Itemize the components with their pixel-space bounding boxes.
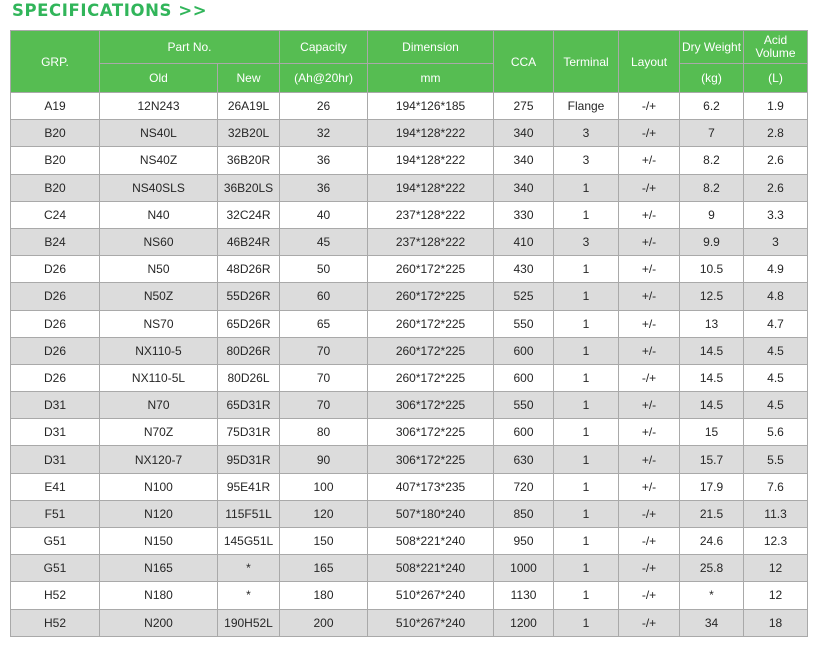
cell-dimension: 510*267*240 [368, 582, 494, 609]
cell-dimension: 260*172*225 [368, 256, 494, 283]
table-row [11, 228, 808, 255]
cell-layout: +/- [619, 473, 680, 500]
cell-capacity: 150 [280, 528, 368, 555]
cell-layout: +/- [619, 392, 680, 419]
table-row [11, 147, 808, 174]
cell-capacity: 26 [280, 93, 368, 120]
cell-capacity: 180 [280, 582, 368, 609]
cell-new-part-no: 80D26L [218, 364, 280, 391]
cell-old-part-no: N150 [100, 528, 218, 555]
specifications-table [10, 30, 808, 637]
cell-cca: 600 [494, 337, 554, 364]
table-header [11, 31, 808, 93]
cell-acid-volume: 4.5 [744, 364, 808, 391]
cell-acid-volume: 4.5 [744, 337, 808, 364]
cell-acid-volume: 4.5 [744, 392, 808, 419]
header-grp: GRP. [11, 31, 100, 93]
cell-grp: B24 [11, 228, 100, 255]
cell-cca: 550 [494, 392, 554, 419]
cell-terminal: 1 [554, 174, 619, 201]
table-row [11, 582, 808, 609]
table-row [11, 555, 808, 582]
cell-capacity: 70 [280, 392, 368, 419]
cell-layout: +/- [619, 446, 680, 473]
cell-cca: 340 [494, 120, 554, 147]
cell-new-part-no: 65D26R [218, 310, 280, 337]
cell-dry-weight: 15 [680, 419, 744, 446]
cell-acid-volume: 5.5 [744, 446, 808, 473]
cell-new-part-no: 80D26R [218, 337, 280, 364]
cell-dimension: 194*126*185 [368, 93, 494, 120]
cell-dimension: 237*128*222 [368, 201, 494, 228]
cell-new-part-no: 36B20LS [218, 174, 280, 201]
cell-terminal: 1 [554, 528, 619, 555]
page-title: SPECIFICATIONS >> [12, 1, 208, 20]
cell-layout: +/- [619, 337, 680, 364]
cell-dimension: 237*128*222 [368, 228, 494, 255]
cell-layout: +/- [619, 201, 680, 228]
cell-old-part-no: NS70 [100, 310, 218, 337]
cell-dry-weight: 8.2 [680, 147, 744, 174]
cell-terminal: Flange [554, 93, 619, 120]
cell-layout: -/+ [619, 582, 680, 609]
cell-grp: C24 [11, 201, 100, 228]
cell-cca: 950 [494, 528, 554, 555]
cell-layout: +/- [619, 147, 680, 174]
table-row [11, 337, 808, 364]
cell-acid-volume: 12 [744, 582, 808, 609]
table-row [11, 174, 808, 201]
cell-layout: -/+ [619, 93, 680, 120]
cell-capacity: 165 [280, 555, 368, 582]
table-row [11, 446, 808, 473]
cell-dry-weight: 24.6 [680, 528, 744, 555]
table-row [11, 93, 808, 120]
cell-layout: -/+ [619, 500, 680, 527]
cell-acid-volume: 18 [744, 609, 808, 636]
cell-layout: -/+ [619, 528, 680, 555]
cell-cca: 850 [494, 500, 554, 527]
cell-dimension: 260*172*225 [368, 310, 494, 337]
cell-acid-volume: 11.3 [744, 500, 808, 527]
cell-terminal: 1 [554, 283, 619, 310]
table-row [11, 419, 808, 446]
header-dimension: Dimension [368, 31, 494, 64]
cell-capacity: 80 [280, 419, 368, 446]
cell-terminal: 1 [554, 555, 619, 582]
cell-dry-weight: 10.5 [680, 256, 744, 283]
cell-old-part-no: N40 [100, 201, 218, 228]
cell-old-part-no: N70 [100, 392, 218, 419]
cell-terminal: 1 [554, 473, 619, 500]
table-row [11, 310, 808, 337]
cell-dimension: 407*173*235 [368, 473, 494, 500]
cell-grp: D31 [11, 392, 100, 419]
header-cca: CCA [494, 31, 554, 93]
cell-cca: 630 [494, 446, 554, 473]
cell-terminal: 1 [554, 500, 619, 527]
cell-dry-weight: 12.5 [680, 283, 744, 310]
cell-cca: 340 [494, 147, 554, 174]
cell-dry-weight: * [680, 582, 744, 609]
cell-grp: G51 [11, 528, 100, 555]
cell-capacity: 45 [280, 228, 368, 255]
cell-new-part-no: 26A19L [218, 93, 280, 120]
cell-cca: 600 [494, 419, 554, 446]
cell-dimension: 194*128*222 [368, 120, 494, 147]
cell-old-part-no: N50 [100, 256, 218, 283]
cell-old-part-no: NS40SLS [100, 174, 218, 201]
cell-terminal: 3 [554, 147, 619, 174]
header-capacity: Capacity [280, 31, 368, 64]
cell-acid-volume: 4.7 [744, 310, 808, 337]
cell-terminal: 1 [554, 337, 619, 364]
cell-cca: 525 [494, 283, 554, 310]
cell-capacity: 90 [280, 446, 368, 473]
cell-grp: H52 [11, 609, 100, 636]
header-layout: Layout [619, 31, 680, 93]
cell-dry-weight: 14.5 [680, 337, 744, 364]
cell-acid-volume: 3 [744, 228, 808, 255]
cell-dimension: 306*172*225 [368, 392, 494, 419]
cell-capacity: 36 [280, 147, 368, 174]
cell-dry-weight: 9.9 [680, 228, 744, 255]
header-dry-weight-unit: (kg) [680, 64, 744, 93]
cell-grp: D31 [11, 446, 100, 473]
cell-cca: 330 [494, 201, 554, 228]
cell-new-part-no: 115F51L [218, 500, 280, 527]
cell-dimension: 260*172*225 [368, 283, 494, 310]
cell-old-part-no: N70Z [100, 419, 218, 446]
cell-terminal: 1 [554, 392, 619, 419]
cell-terminal: 1 [554, 201, 619, 228]
cell-capacity: 120 [280, 500, 368, 527]
cell-layout: -/+ [619, 555, 680, 582]
cell-layout: +/- [619, 283, 680, 310]
cell-dry-weight: 17.9 [680, 473, 744, 500]
cell-acid-volume: 7.6 [744, 473, 808, 500]
cell-new-part-no: 190H52L [218, 609, 280, 636]
cell-new-part-no: 95D31R [218, 446, 280, 473]
cell-layout: -/+ [619, 174, 680, 201]
cell-grp: F51 [11, 500, 100, 527]
cell-layout: -/+ [619, 120, 680, 147]
cell-old-part-no: NX110-5L [100, 364, 218, 391]
cell-cca: 550 [494, 310, 554, 337]
cell-terminal: 1 [554, 446, 619, 473]
header-new: New [218, 64, 280, 93]
cell-acid-volume: 2.6 [744, 174, 808, 201]
cell-old-part-no: NS40Z [100, 147, 218, 174]
cell-terminal: 1 [554, 256, 619, 283]
cell-acid-volume: 2.6 [744, 147, 808, 174]
cell-cca: 1130 [494, 582, 554, 609]
cell-capacity: 70 [280, 364, 368, 391]
cell-layout: -/+ [619, 364, 680, 391]
cell-acid-volume: 2.8 [744, 120, 808, 147]
cell-old-part-no: N200 [100, 609, 218, 636]
table-row [11, 120, 808, 147]
cell-new-part-no: 55D26R [218, 283, 280, 310]
header-dry-weight: Dry Weight [680, 31, 744, 64]
cell-dimension: 306*172*225 [368, 446, 494, 473]
cell-acid-volume: 4.8 [744, 283, 808, 310]
cell-layout: +/- [619, 256, 680, 283]
cell-old-part-no: N180 [100, 582, 218, 609]
cell-new-part-no: * [218, 555, 280, 582]
table-row [11, 500, 808, 527]
cell-dimension: 194*128*222 [368, 174, 494, 201]
cell-old-part-no: N120 [100, 500, 218, 527]
cell-capacity: 60 [280, 283, 368, 310]
cell-dry-weight: 13 [680, 310, 744, 337]
cell-layout: +/- [619, 419, 680, 446]
cell-acid-volume: 12 [744, 555, 808, 582]
cell-terminal: 3 [554, 120, 619, 147]
cell-dimension: 510*267*240 [368, 609, 494, 636]
table-row [11, 528, 808, 555]
cell-grp: B20 [11, 120, 100, 147]
cell-acid-volume: 1.9 [744, 93, 808, 120]
cell-cca: 1200 [494, 609, 554, 636]
cell-cca: 1000 [494, 555, 554, 582]
cell-cca: 340 [494, 174, 554, 201]
cell-dimension: 508*221*240 [368, 555, 494, 582]
cell-dimension: 260*172*225 [368, 364, 494, 391]
cell-capacity: 200 [280, 609, 368, 636]
cell-dry-weight: 14.5 [680, 392, 744, 419]
cell-dimension: 306*172*225 [368, 419, 494, 446]
cell-terminal: 1 [554, 310, 619, 337]
cell-old-part-no: NS40L [100, 120, 218, 147]
header-capacity-unit: (Ah@20hr) [280, 64, 368, 93]
cell-dimension: 194*128*222 [368, 147, 494, 174]
cell-old-part-no: 12N243 [100, 93, 218, 120]
cell-grp: B20 [11, 174, 100, 201]
header-old: Old [100, 64, 218, 93]
table-row [11, 364, 808, 391]
cell-new-part-no: 48D26R [218, 256, 280, 283]
cell-old-part-no: NS60 [100, 228, 218, 255]
header-acid-volume: Acid Volume [744, 31, 808, 64]
cell-dimension: 260*172*225 [368, 337, 494, 364]
cell-old-part-no: N100 [100, 473, 218, 500]
cell-layout: +/- [619, 310, 680, 337]
cell-dry-weight: 25.8 [680, 555, 744, 582]
header-acid-volume-unit: (L) [744, 64, 808, 93]
cell-terminal: 1 [554, 364, 619, 391]
cell-old-part-no: NX120-7 [100, 446, 218, 473]
cell-capacity: 32 [280, 120, 368, 147]
cell-acid-volume: 12.3 [744, 528, 808, 555]
cell-grp: D26 [11, 256, 100, 283]
cell-new-part-no: 65D31R [218, 392, 280, 419]
cell-new-part-no: 36B20R [218, 147, 280, 174]
cell-cca: 720 [494, 473, 554, 500]
header-part-no: Part No. [100, 31, 280, 64]
cell-capacity: 40 [280, 201, 368, 228]
cell-capacity: 50 [280, 256, 368, 283]
cell-dry-weight: 6.2 [680, 93, 744, 120]
cell-acid-volume: 4.9 [744, 256, 808, 283]
table-row [11, 473, 808, 500]
cell-grp: A19 [11, 93, 100, 120]
cell-dry-weight: 34 [680, 609, 744, 636]
cell-new-part-no: * [218, 582, 280, 609]
cell-dry-weight: 9 [680, 201, 744, 228]
cell-cca: 600 [494, 364, 554, 391]
cell-terminal: 3 [554, 228, 619, 255]
cell-grp: D26 [11, 310, 100, 337]
cell-new-part-no: 32C24R [218, 201, 280, 228]
cell-grp: D31 [11, 419, 100, 446]
cell-dimension: 508*221*240 [368, 528, 494, 555]
cell-new-part-no: 32B20L [218, 120, 280, 147]
cell-layout: -/+ [619, 609, 680, 636]
header-terminal: Terminal [554, 31, 619, 93]
cell-dry-weight: 7 [680, 120, 744, 147]
cell-grp: D26 [11, 337, 100, 364]
cell-new-part-no: 46B24R [218, 228, 280, 255]
cell-layout: +/- [619, 228, 680, 255]
cell-grp: H52 [11, 582, 100, 609]
cell-cca: 275 [494, 93, 554, 120]
table-row [11, 392, 808, 419]
table-row [11, 256, 808, 283]
table-row [11, 201, 808, 228]
cell-terminal: 1 [554, 609, 619, 636]
header-dimension-unit: mm [368, 64, 494, 93]
cell-dry-weight: 14.5 [680, 364, 744, 391]
cell-grp: B20 [11, 147, 100, 174]
cell-dry-weight: 21.5 [680, 500, 744, 527]
cell-dry-weight: 8.2 [680, 174, 744, 201]
cell-acid-volume: 3.3 [744, 201, 808, 228]
cell-new-part-no: 95E41R [218, 473, 280, 500]
cell-terminal: 1 [554, 419, 619, 446]
cell-capacity: 70 [280, 337, 368, 364]
table-row [11, 609, 808, 636]
cell-capacity: 65 [280, 310, 368, 337]
cell-grp: D26 [11, 283, 100, 310]
table-row [11, 283, 808, 310]
cell-dry-weight: 15.7 [680, 446, 744, 473]
cell-capacity: 36 [280, 174, 368, 201]
cell-grp: D26 [11, 364, 100, 391]
cell-capacity: 100 [280, 473, 368, 500]
cell-cca: 410 [494, 228, 554, 255]
cell-old-part-no: N50Z [100, 283, 218, 310]
cell-old-part-no: NX110-5 [100, 337, 218, 364]
cell-grp: G51 [11, 555, 100, 582]
table-body [11, 93, 808, 637]
cell-acid-volume: 5.6 [744, 419, 808, 446]
cell-old-part-no: N165 [100, 555, 218, 582]
cell-dimension: 507*180*240 [368, 500, 494, 527]
cell-terminal: 1 [554, 582, 619, 609]
cell-new-part-no: 75D31R [218, 419, 280, 446]
cell-new-part-no: 145G51L [218, 528, 280, 555]
cell-grp: E41 [11, 473, 100, 500]
cell-cca: 430 [494, 256, 554, 283]
